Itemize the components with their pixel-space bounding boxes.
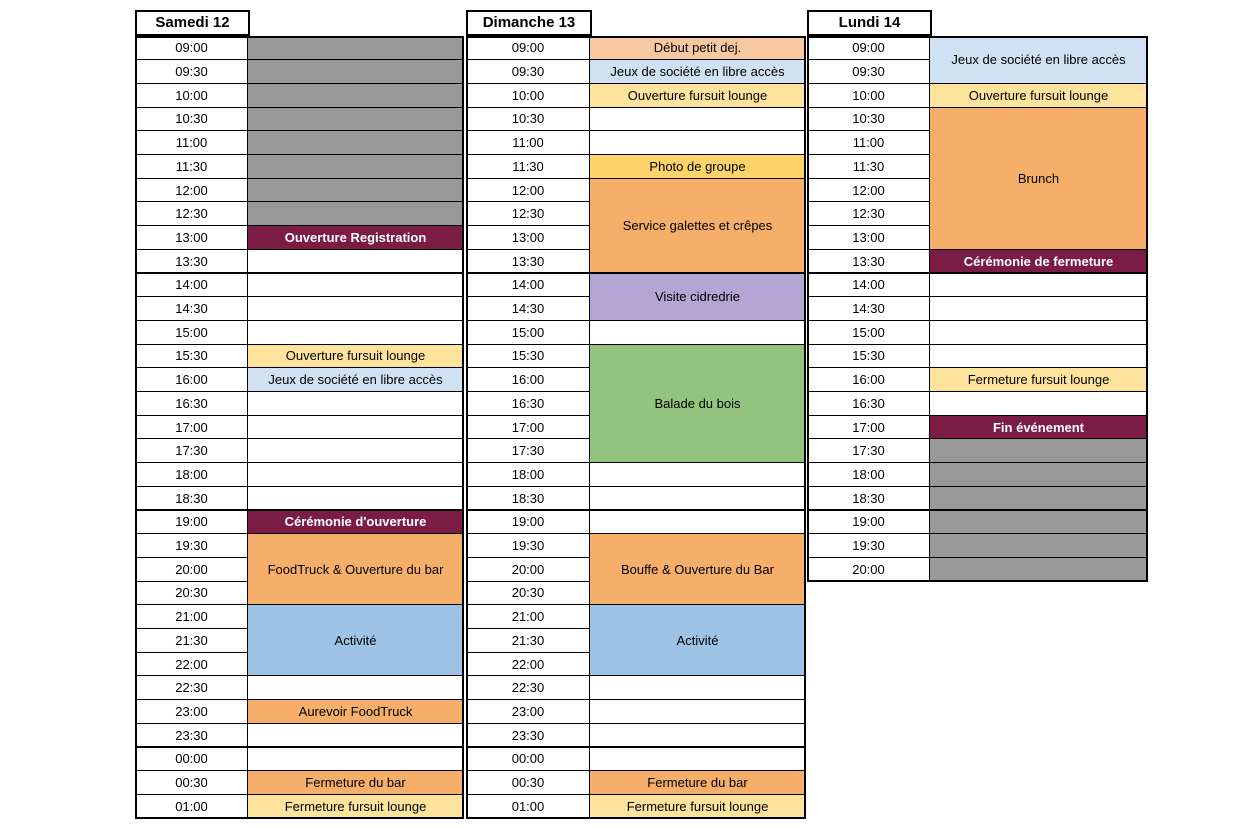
time-cell: 11:00 — [807, 130, 930, 155]
unavailable-slot — [247, 178, 464, 203]
unavailable-slot — [929, 510, 1148, 535]
empty-slot — [589, 107, 806, 132]
event-block: Ouverture Registration — [247, 225, 464, 250]
event-block: Service galettes et crêpes — [589, 178, 806, 274]
time-cell: 10:30 — [135, 107, 248, 132]
time-cell: 13:30 — [807, 249, 930, 274]
time-cell: 17:30 — [807, 438, 930, 463]
time-cell: 12:30 — [807, 201, 930, 226]
event-block: Fin événement — [929, 415, 1148, 440]
time-cell: 10:30 — [466, 107, 590, 132]
event-block: Fermeture fursuit lounge — [247, 794, 464, 819]
event-block: Activité — [589, 604, 806, 676]
time-cell: 16:30 — [466, 391, 590, 416]
time-cell: 12:00 — [466, 178, 590, 203]
time-cell: 09:00 — [135, 36, 248, 61]
time-cell: 09:30 — [466, 59, 590, 84]
time-cell: 14:30 — [466, 296, 590, 321]
time-cell: 14:00 — [466, 273, 590, 298]
time-cell: 18:30 — [466, 486, 590, 511]
time-cell: 16:00 — [135, 367, 248, 392]
empty-slot — [247, 462, 464, 487]
time-cell: 14:00 — [807, 273, 930, 298]
unavailable-slot — [247, 154, 464, 179]
empty-slot — [589, 486, 806, 511]
event-block: Balade du bois — [589, 344, 806, 464]
event-block: Bouffe & Ouverture du Bar — [589, 533, 806, 605]
time-cell: 10:00 — [807, 83, 930, 108]
time-cell: 12:30 — [135, 201, 248, 226]
empty-slot — [929, 320, 1148, 345]
empty-slot — [589, 723, 806, 748]
time-cell: 18:30 — [807, 486, 930, 511]
time-cell: 19:00 — [135, 510, 248, 535]
unavailable-slot — [929, 486, 1148, 511]
empty-slot — [589, 675, 806, 700]
time-cell: 19:30 — [135, 533, 248, 558]
time-cell: 00:00 — [135, 747, 248, 772]
event-block: Aurevoir FoodTruck — [247, 699, 464, 724]
time-cell: 18:30 — [135, 486, 248, 511]
time-cell: 00:30 — [135, 770, 248, 795]
event-block: FoodTruck & Ouverture du bar — [247, 533, 464, 605]
time-cell: 12:00 — [807, 178, 930, 203]
time-cell: 20:30 — [135, 581, 248, 606]
time-cell: 00:00 — [466, 747, 590, 772]
empty-slot — [247, 747, 464, 772]
time-cell: 00:30 — [466, 770, 590, 795]
empty-slot — [247, 249, 464, 274]
empty-slot — [247, 438, 464, 463]
time-cell: 23:30 — [466, 723, 590, 748]
time-cell: 17:30 — [466, 438, 590, 463]
time-cell: 10:00 — [135, 83, 248, 108]
time-cell: 21:00 — [466, 604, 590, 629]
time-cell: 19:30 — [466, 533, 590, 558]
empty-slot — [247, 320, 464, 345]
event-block: Fermeture du bar — [589, 770, 806, 795]
day-header-lundi: Lundi 14 — [807, 10, 932, 36]
event-block: Cérémonie de fermeture — [929, 249, 1148, 274]
empty-slot — [929, 273, 1148, 298]
time-cell: 16:30 — [135, 391, 248, 416]
time-cell: 20:00 — [807, 557, 930, 582]
time-cell: 17:00 — [135, 415, 248, 440]
time-cell: 18:00 — [466, 462, 590, 487]
time-cell: 13:30 — [466, 249, 590, 274]
time-cell: 23:00 — [466, 699, 590, 724]
time-cell: 13:00 — [466, 225, 590, 250]
event-block: Fermeture du bar — [247, 770, 464, 795]
time-cell: 17:00 — [466, 415, 590, 440]
day-header-samedi: Samedi 12 — [135, 10, 250, 36]
event-block: Brunch — [929, 107, 1148, 250]
empty-slot — [247, 273, 464, 298]
time-cell: 11:30 — [807, 154, 930, 179]
event-block: Photo de groupe — [589, 154, 806, 179]
time-cell: 23:00 — [135, 699, 248, 724]
time-cell: 16:00 — [466, 367, 590, 392]
time-cell: 16:30 — [807, 391, 930, 416]
time-cell: 12:00 — [135, 178, 248, 203]
event-block: Ouverture fursuit lounge — [589, 83, 806, 108]
empty-slot — [589, 699, 806, 724]
empty-slot — [929, 296, 1148, 321]
empty-slot — [929, 344, 1148, 369]
unavailable-slot — [929, 438, 1148, 463]
time-cell: 09:30 — [807, 59, 930, 84]
time-cell: 22:30 — [135, 675, 248, 700]
time-cell: 21:30 — [466, 628, 590, 653]
time-cell: 15:00 — [466, 320, 590, 345]
unavailable-slot — [247, 130, 464, 155]
empty-slot — [247, 391, 464, 416]
event-block: Jeux de société en libre accès — [247, 367, 464, 392]
time-cell: 11:30 — [135, 154, 248, 179]
time-cell: 22:00 — [135, 652, 248, 677]
time-cell: 01:00 — [466, 794, 590, 819]
time-cell: 17:00 — [807, 415, 930, 440]
time-cell: 20:00 — [466, 557, 590, 582]
time-cell: 09:30 — [135, 59, 248, 84]
time-cell: 21:30 — [135, 628, 248, 653]
empty-slot — [247, 415, 464, 440]
unavailable-slot — [929, 533, 1148, 558]
time-cell: 09:00 — [466, 36, 590, 61]
empty-slot — [589, 130, 806, 155]
empty-slot — [247, 486, 464, 511]
empty-slot — [247, 296, 464, 321]
time-cell: 19:30 — [807, 533, 930, 558]
event-block: Début petit dej. — [589, 36, 806, 61]
unavailable-slot — [247, 59, 464, 84]
unavailable-slot — [247, 83, 464, 108]
time-cell: 19:00 — [466, 510, 590, 535]
unavailable-slot — [247, 201, 464, 226]
time-cell: 14:00 — [135, 273, 248, 298]
time-cell: 10:00 — [466, 83, 590, 108]
time-cell: 11:00 — [466, 130, 590, 155]
empty-slot — [247, 723, 464, 748]
time-cell: 11:30 — [466, 154, 590, 179]
time-cell: 18:00 — [135, 462, 248, 487]
time-cell: 17:30 — [135, 438, 248, 463]
empty-slot — [589, 747, 806, 772]
time-cell: 21:00 — [135, 604, 248, 629]
event-block: Cérémonie d'ouverture — [247, 510, 464, 535]
time-cell: 15:30 — [807, 344, 930, 369]
time-cell: 01:00 — [135, 794, 248, 819]
empty-slot — [929, 391, 1148, 416]
empty-slot — [589, 320, 806, 345]
unavailable-slot — [929, 557, 1148, 582]
unavailable-slot — [247, 36, 464, 61]
event-block: Jeux de société en libre accès — [929, 36, 1148, 84]
event-block: Jeux de société en libre accès — [589, 59, 806, 84]
time-cell: 13:30 — [135, 249, 248, 274]
time-cell: 20:30 — [466, 581, 590, 606]
unavailable-slot — [929, 462, 1148, 487]
event-block: Visite cidredrie — [589, 273, 806, 321]
time-cell: 14:30 — [807, 296, 930, 321]
time-cell: 15:30 — [135, 344, 248, 369]
empty-slot — [589, 510, 806, 535]
time-cell: 09:00 — [807, 36, 930, 61]
event-block: Ouverture fursuit lounge — [247, 344, 464, 369]
empty-slot — [589, 462, 806, 487]
event-block: Fermeture fursuit lounge — [589, 794, 806, 819]
day-header-dimanche: Dimanche 13 — [466, 10, 592, 36]
time-cell: 15:00 — [807, 320, 930, 345]
time-cell: 15:30 — [466, 344, 590, 369]
time-cell: 16:00 — [807, 367, 930, 392]
time-cell: 12:30 — [466, 201, 590, 226]
time-cell: 23:30 — [135, 723, 248, 748]
time-cell: 18:00 — [807, 462, 930, 487]
unavailable-slot — [247, 107, 464, 132]
time-cell: 13:00 — [135, 225, 248, 250]
time-cell: 13:00 — [807, 225, 930, 250]
empty-slot — [247, 675, 464, 700]
time-cell: 15:00 — [135, 320, 248, 345]
time-cell: 11:00 — [135, 130, 248, 155]
event-block: Ouverture fursuit lounge — [929, 83, 1148, 108]
time-cell: 20:00 — [135, 557, 248, 582]
event-block: Activité — [247, 604, 464, 676]
time-cell: 22:00 — [466, 652, 590, 677]
time-cell: 14:30 — [135, 296, 248, 321]
time-cell: 19:00 — [807, 510, 930, 535]
time-cell: 10:30 — [807, 107, 930, 132]
event-block: Fermeture fursuit lounge — [929, 367, 1148, 392]
time-cell: 22:30 — [466, 675, 590, 700]
